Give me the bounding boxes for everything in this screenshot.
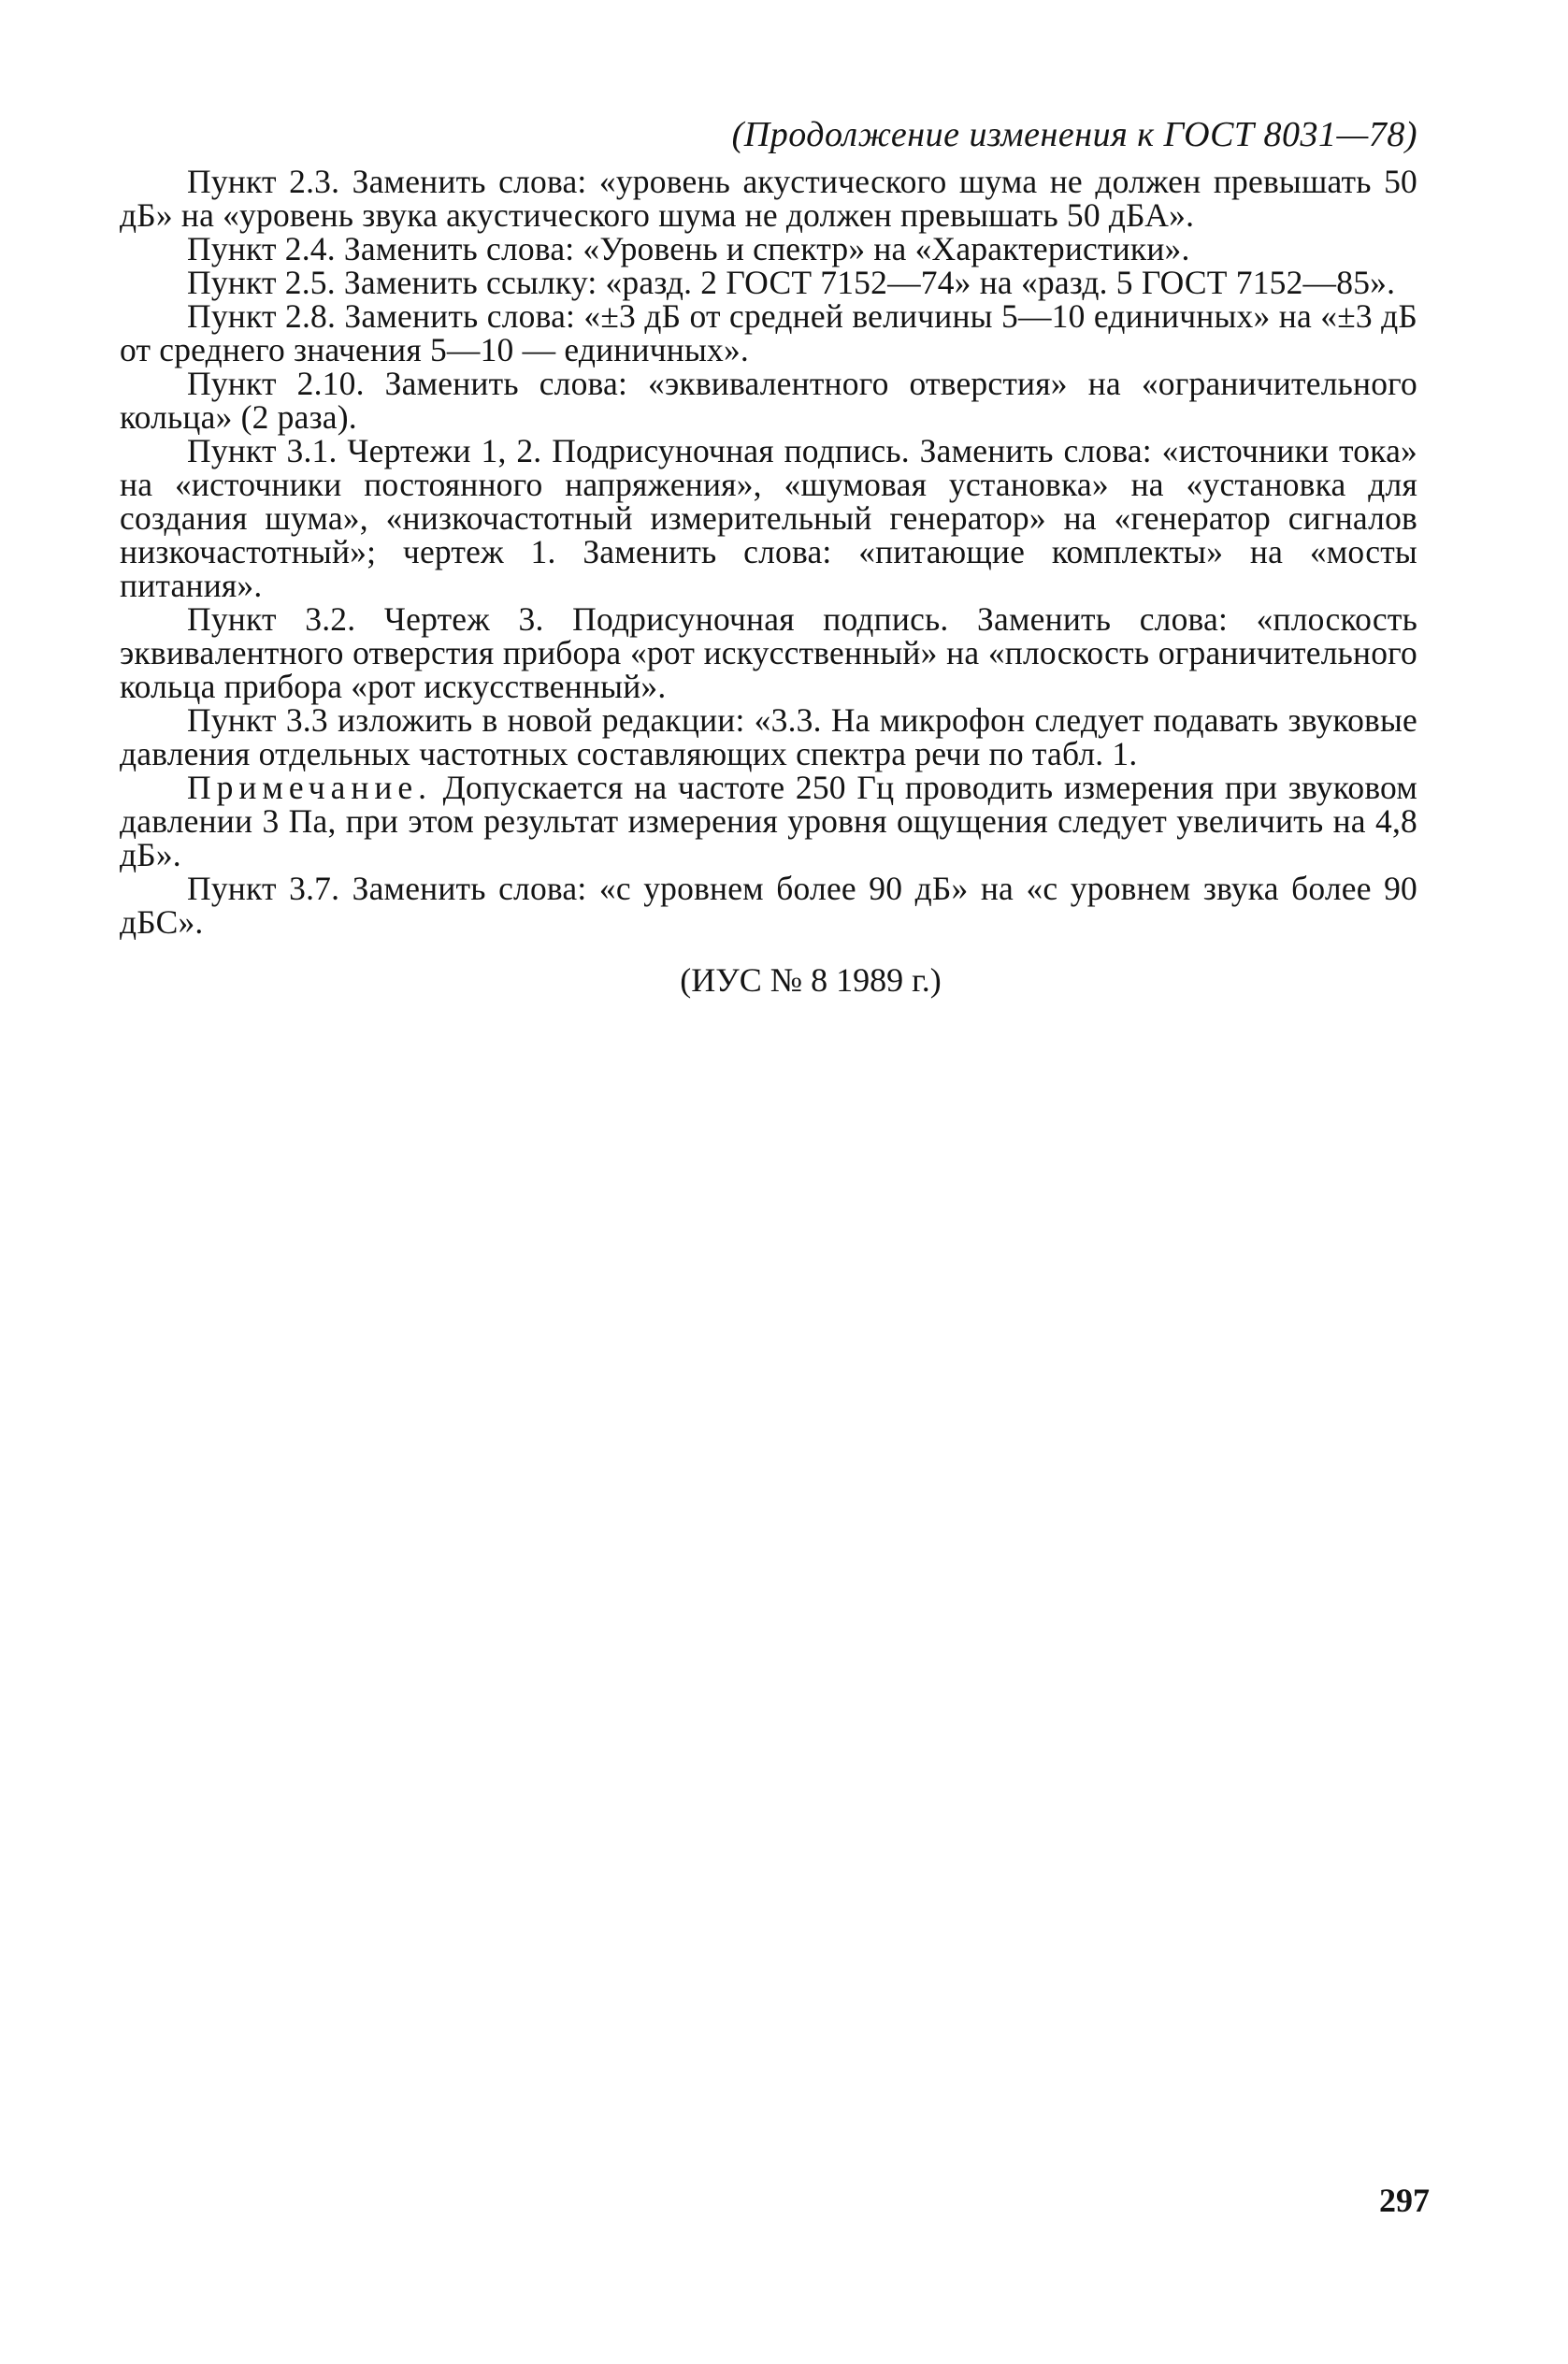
paragraph-3-3: Пункт 3.3 изложить в новой редакции: «3.3. На микрофон следует подавать звуковые давления отдельных частотных составляющих спектра речи по табл. 1. <box>120 701 1417 772</box>
paragraph-3-7: Пункт 3.7. Заменить слова: «с уровнем более 90 дБ» на «с уровнем звука более 90 дБС». <box>120 870 1417 941</box>
continuation-header: (Продолжение изменения к ГОСТ 8031—78) <box>731 115 1417 154</box>
document-page <box>120 112 1417 1001</box>
paragraph-3-2: Пункт 3.2. Чертеж 3. Подрисуночная подпись. Заменить слова: «плоскость эквивалентного отверстия прибора «рот искусственный» на «плоскость ограничительного кольца прибора «рот искусственный». <box>120 600 1417 705</box>
paragraph-2-8: Пункт 2.8. Заменить слова: «±3 дБ от средней величины 5—10 единичных» на «±3 дБ от среднего значения 5—10 — единичных». <box>120 297 1417 368</box>
paragraph-2-5: Пункт 2.5. Заменить ссылку: «разд. 2 ГОСТ 7152—74» на «разд. 5 ГОСТ 7152—85». <box>187 264 1396 301</box>
page-number: 297 <box>1379 2182 1430 2219</box>
paragraph-3-1: Пункт 3.1. Чертежи 1, 2. Подрисуночная подпись. Заменить слова: «источники тока» на «источники постоянного напряжения», «шумовая установка» на «установка для создания шума», «низкочастотный измерительный генератор» на «генератор сигналов низкочастотный»; чертеж 1. Заменить слова: «питающие комплекты» на «мосты питания». <box>120 432 1417 604</box>
note-paragraph <box>120 771 1417 872</box>
paragraph-2-4: Пункт 2.4. Заменить слова: «Уровень и спектр» на «Характеристики». <box>187 230 1190 267</box>
ius-reference: (ИУС № 8 1989 г.) <box>680 961 942 999</box>
note-label: Примечание. <box>187 769 432 806</box>
note-text: Допускается на частоте 250 Гц проводить измерения при звуковом давлении 3 Па, при этом результат измерения уровня ощущения следует увеличить на 4,8 дБ». <box>120 769 1417 873</box>
paragraph-2-3: Пункт 2.3. Заменить слова: «уровень акустического шума не должен превышать 50 дБ» на «уровень звука акустического шума не должен превышать 50 дБА». <box>120 163 1417 234</box>
paragraph-2-10: Пункт 2.10. Заменить слова: «эквивалентного отверстия» на «ограничительного кольца» (2 раза). <box>120 365 1417 436</box>
